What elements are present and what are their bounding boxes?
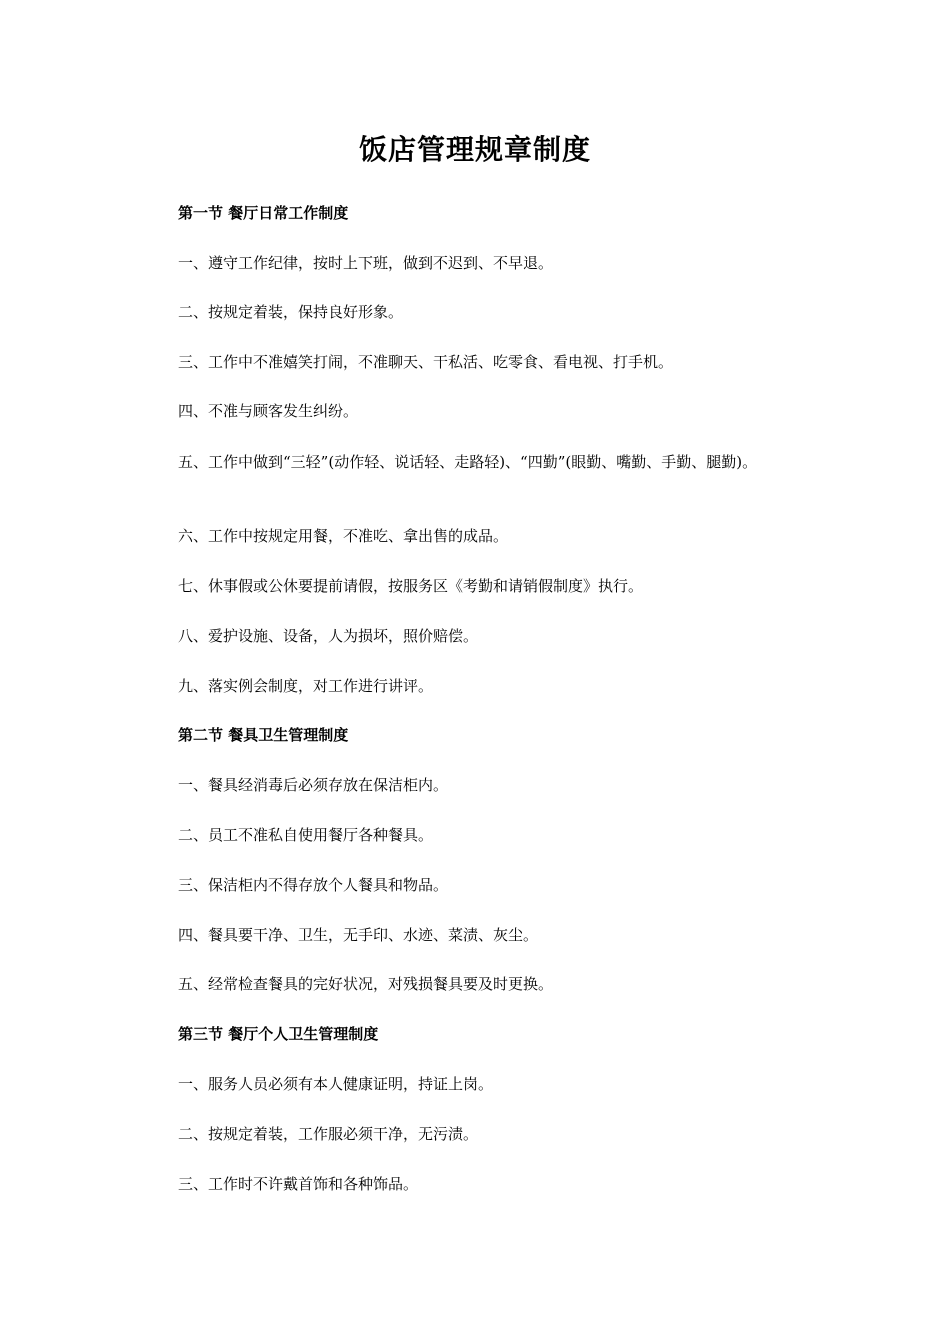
rule-item: 一、餐具经消毒后必须存放在保洁柜内。 <box>178 776 449 794</box>
rule-item: 七、休事假或公休要提前请假，按服务区《考勤和请销假制度》执行。 <box>178 577 644 595</box>
document-title: 饭店管理规章制度 <box>358 133 591 166</box>
section-heading: 第一节 餐厅日常工作制度 <box>178 204 349 222</box>
rule-item: 六、工作中按规定用餐，不准吃、拿出售的成品。 <box>178 527 509 545</box>
rule-item: 五、工作中做到“三轻”(动作轻、说话轻、走路轻)、“四勤”(眼勤、嘴勤、手勤、腿勤)。 <box>178 453 758 471</box>
rule-item: 二、按规定着装，保持良好形象。 <box>178 303 404 321</box>
rule-item: 四、餐具要干净、卫生，无手印、水迹、菜渍、灰尘。 <box>178 926 539 944</box>
rule-item: 二、按规定着装，工作服必须干净，无污渍。 <box>178 1125 479 1143</box>
rule-item: 一、遵守工作纪律，按时上下班，做到不迟到、不早退。 <box>178 254 554 272</box>
rule-item: 三、工作时不许戴首饰和各种饰品。 <box>178 1175 419 1193</box>
section-heading: 第三节 餐厅个人卫生管理制度 <box>178 1025 379 1043</box>
rule-item: 一、服务人员必须有本人健康证明，持证上岗。 <box>178 1075 494 1093</box>
rule-item: 九、落实例会制度，对工作进行讲评。 <box>178 677 434 695</box>
rule-item: 四、不准与顾客发生纠纷。 <box>178 402 359 420</box>
rule-item: 三、工作中不准嬉笑打闹，不准聊天、干私活、吃零食、看电视、打手机。 <box>178 353 674 371</box>
rule-item: 五、经常检查餐具的完好状况，对残损餐具要及时更换。 <box>178 975 554 993</box>
rule-item: 二、员工不准私自使用餐厅各种餐具。 <box>178 826 434 844</box>
section-heading: 第二节 餐具卫生管理制度 <box>178 726 349 744</box>
rule-item: 三、保洁柜内不得存放个人餐具和物品。 <box>178 876 449 894</box>
rule-item: 八、爱护设施、设备，人为损坏，照价赔偿。 <box>178 627 479 645</box>
